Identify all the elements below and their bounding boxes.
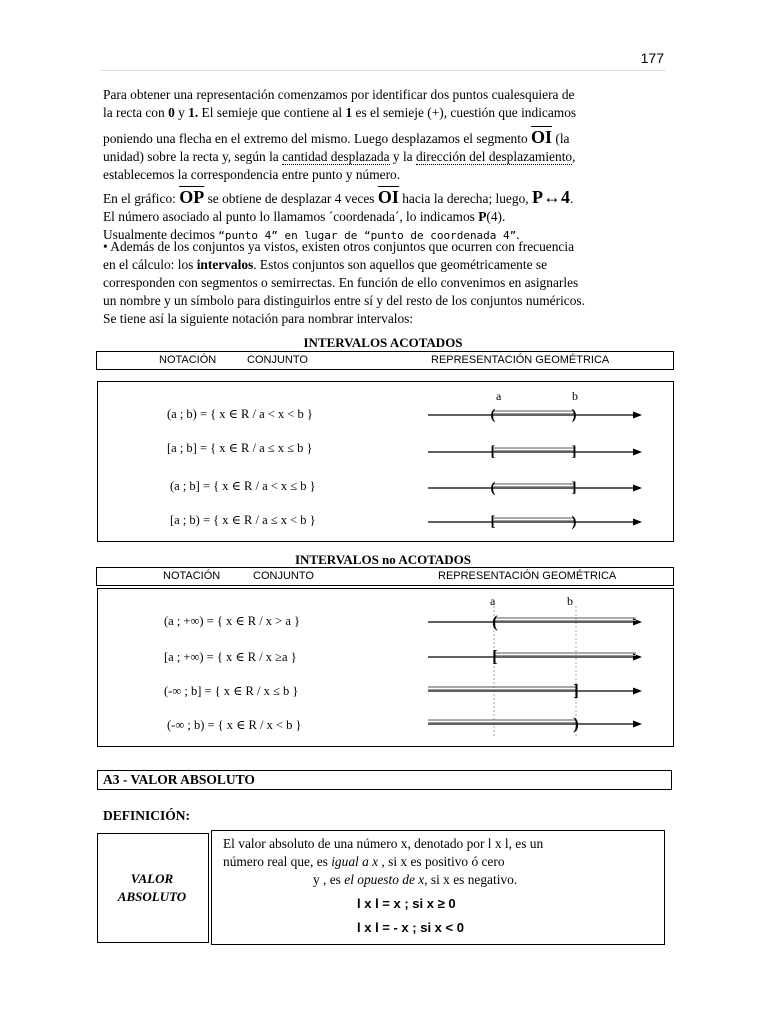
bullet-line-1: • Además de los conjuntos ya vistos, existen otros conjuntos que ocurren con frecuencia bbox=[103, 239, 575, 254]
unbounded-diagram-4-bracket: ) bbox=[573, 714, 579, 733]
bounded-header-notation: NOTACIÓN bbox=[159, 354, 217, 366]
definition-text bbox=[223, 835, 643, 937]
bounded-diagram-2-left-bracket: [ bbox=[490, 444, 496, 460]
bullet-line-4: un nombre y un símbolo para distinguirlos entre sí y del resto de los conjuntos numéricos. bbox=[103, 293, 585, 308]
page-number: 177 bbox=[640, 50, 664, 66]
bullet-line-2: en el cálculo: los intervalos. Estos conjuntos son aquellos que geométricamente se bbox=[103, 257, 548, 272]
definition-line-2: número real que, es igual a x , si x es positivo ó cero bbox=[223, 854, 505, 869]
bounded-diagram-3-left-bracket: ( bbox=[490, 480, 496, 496]
bounded-diagram-3-right-bracket: ] bbox=[571, 480, 577, 496]
formula-negative: l x l = - x ; si x < 0 bbox=[357, 920, 464, 935]
valor-absoluto-label: VALOR ABSOLUTO bbox=[117, 871, 187, 904]
segment-oi: $\overline{OI}$ bbox=[531, 127, 553, 147]
unbounded-row-2: [a ; +∞) = { x ∈ R / x ≥a } bbox=[164, 650, 297, 664]
bounded-header-set: CONJUNTO bbox=[247, 354, 308, 366]
bounded-diagram-2-arrowhead bbox=[633, 449, 642, 456]
unbounded-header-geometry: REPRESENTACIÓN GEOMÉTRICA bbox=[438, 570, 617, 582]
definition-line-3: y , es el opuesto de x, si x es negativo. bbox=[313, 872, 518, 887]
segment-op: $\overline{OP}$ bbox=[179, 187, 205, 207]
unbounded-b-label: b bbox=[567, 594, 573, 608]
bounded-diagram-4-right-bracket: ) bbox=[571, 514, 577, 530]
unbounded-header-set: CONJUNTO bbox=[253, 570, 314, 582]
bounded-header-geometry: REPRESENTACIÓN GEOMÉTRICA bbox=[431, 354, 610, 366]
intro-line-7: El número asociado al punto lo llamamos ´coordenada´, lo indicamos P(4). bbox=[103, 209, 506, 224]
bounded-a-label: a bbox=[496, 389, 502, 403]
definition-label: DEFINICIÓN: bbox=[103, 808, 191, 823]
intro-line-8: Usualmente decimos “punto 4” en lugar de “punto de coordenada 4”. bbox=[103, 227, 520, 242]
bullet-line-3: corresponden con segmentos o semirrectas. En función de ello convenimos en asignarles bbox=[103, 275, 579, 290]
bounded-diagram-3-arrowhead bbox=[633, 485, 642, 492]
unbounded-diagram-1-arrowhead bbox=[633, 619, 642, 626]
unbounded-diagram-2-bracket: [ bbox=[492, 647, 498, 666]
unbounded-title: INTERVALOS no ACOTADOS bbox=[294, 552, 472, 567]
bullet-line-5: Se tiene así la siguiente notación para nombrar intervalos: bbox=[103, 311, 414, 326]
intro-line-2: la recta con 0 y 1. El semieje que contiene al 1 es el semieje (+), cuestión que indicamos bbox=[103, 105, 577, 120]
unbounded-diagram-1-bracket: ( bbox=[492, 612, 498, 631]
unbounded-row-1: (a ; +∞) = { x ∈ R / x > a } bbox=[164, 614, 301, 628]
unbounded-diagram-4-arrowhead bbox=[633, 721, 642, 728]
bounded-row-3: (a ; b] = { x ∈ R / a < x ≤ b } bbox=[170, 479, 316, 493]
bounded-diagram-4-arrowhead bbox=[633, 519, 642, 526]
intro-line-1: Para obtener una representación comenzamos por identificar dos puntos cualesquiera de bbox=[103, 87, 575, 102]
unbounded-diagram-3-bracket: ] bbox=[573, 681, 579, 700]
bounded-title: INTERVALOS ACOTADOS bbox=[303, 335, 463, 350]
intro-line-3: poniendo una flecha en el extremo del mismo. Luego desplazamos el segmento $\overline{OI}$ (la bbox=[103, 127, 570, 147]
unbounded-row-4: (-∞ ; b) = { x ∈ R / x < b } bbox=[167, 718, 302, 732]
unbounded-a-label: a bbox=[490, 594, 496, 608]
bounded-diagram-2-right-bracket: ] bbox=[571, 444, 577, 460]
correspondence-p4: P↔4 bbox=[531, 187, 570, 207]
section-header bbox=[97, 770, 672, 790]
bounded-diagram-1-left-bracket: ( bbox=[490, 407, 496, 423]
section-title: A3 - VALOR ABSOLUTO bbox=[103, 772, 255, 787]
formula-positive: l x l = x ; si x ≥ 0 bbox=[357, 896, 456, 911]
bounded-row-1: (a ; b) = { x ∈ R / a < x < b } bbox=[167, 407, 313, 421]
definition-line-1: El valor absoluto de una número x, denotado por l x l, es un bbox=[223, 836, 544, 851]
intro-line-4: unidad) sobre la recta y, según la cantidad desplazada y la dirección del desplazamiento, bbox=[103, 149, 576, 164]
intro-line-6: En el gráfico: $\overline{OP}$ se obtiene de desplazar 4 veces $\overline{OI}$ hacia la derecha; luego, P↔4. bbox=[103, 187, 574, 207]
bounded-diagram-1-arrowhead bbox=[633, 412, 642, 419]
unbounded-diagram-2-arrowhead bbox=[633, 654, 642, 661]
bounded-b-label: b bbox=[572, 389, 578, 403]
unbounded-row-3: (-∞ ; b] = { x ∈ R / x ≤ b } bbox=[164, 684, 299, 698]
segment-oi-2: $\overline{OI}$ bbox=[377, 187, 399, 207]
bounded-row-4: [a ; b) = { x ∈ R / a ≤ x < b } bbox=[170, 513, 316, 527]
unbounded-diagram-3-arrowhead bbox=[633, 688, 642, 695]
bullet-icon: • bbox=[103, 239, 108, 254]
unbounded-header-notation: NOTACIÓN bbox=[163, 570, 221, 582]
bounded-row-2: [a ; b] = { x ∈ R / a ≤ x ≤ b } bbox=[167, 441, 313, 455]
bounded-diagram-4-left-bracket: [ bbox=[490, 514, 496, 530]
intro-line-5: establecemos la correspondencia entre punto y número. bbox=[103, 167, 401, 182]
bounded-diagram-1-right-bracket: ) bbox=[571, 407, 577, 423]
